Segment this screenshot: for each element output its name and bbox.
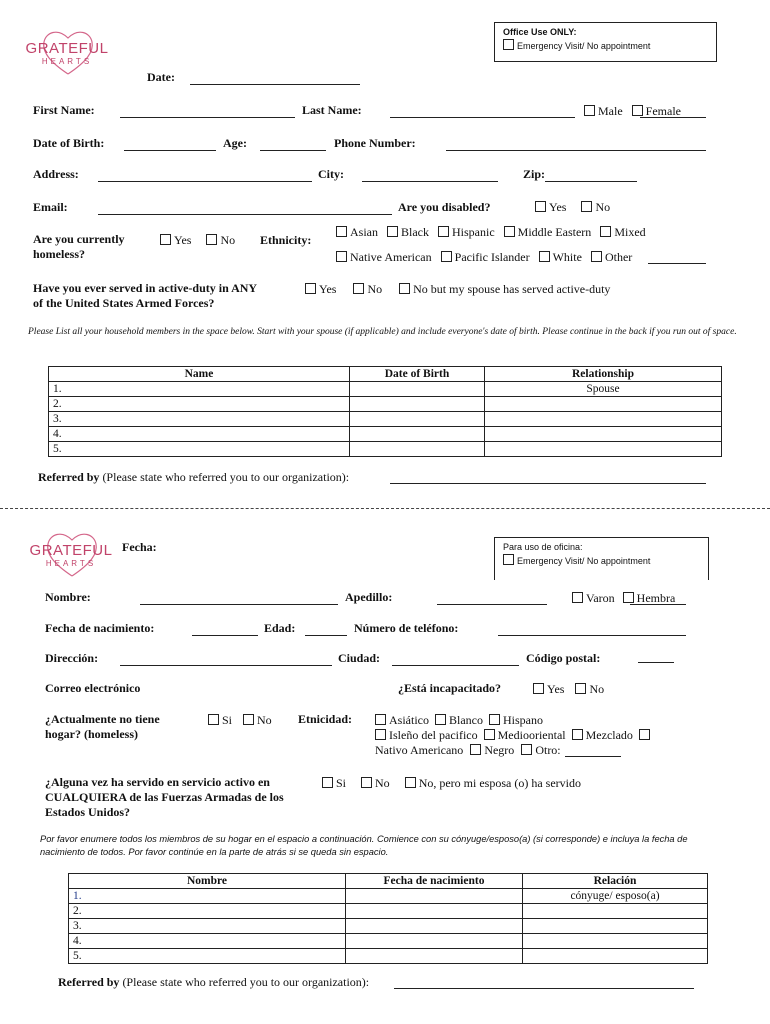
row-number[interactable]: 5. [49,442,350,457]
relationship-cell[interactable] [485,442,722,457]
dob-cell[interactable] [350,412,485,427]
direccion-label: Dirección: [45,651,99,665]
etn-otro-checkbox[interactable] [521,744,532,755]
logo-subtext: HEARTS [41,57,93,66]
col-relacion-header: Relación [523,874,708,889]
female-checkbox[interactable] [632,105,643,116]
etn-hispano-label: Hispano [503,713,543,727]
city-field[interactable] [362,181,498,182]
male-label: Male [598,104,623,118]
etn-blanco-label: Blanco [449,713,483,727]
eth-other-label: Other [604,250,633,264]
email-label: Email: [33,200,68,214]
codigo-postal-label: Código postal: [526,651,601,665]
etn-negro-checkbox[interactable] [470,744,481,755]
row-number[interactable]: 5. [69,949,346,964]
gender-underline [640,117,706,118]
dob-cell[interactable] [350,442,485,457]
row-number[interactable]: 2. [69,904,346,919]
office-use-box-es [494,537,709,580]
logo-text: GRATEFUL [25,40,109,57]
table-row [69,919,708,934]
spouse-served-label: No but my spouse has served active-duty [413,282,611,296]
emergency-label-es: Emergency Visit/ No appointment [517,556,651,566]
table-row [69,934,708,949]
office-use-title-es: Para uso de oficina: [503,542,583,552]
esposa-servido-checkbox[interactable] [405,777,416,788]
fecha-cell[interactable] [346,949,523,964]
eth-middle-eastern-checkbox[interactable] [504,226,515,237]
row-number[interactable]: 4. [49,427,350,442]
militar-si-checkbox[interactable] [322,777,333,788]
age-field[interactable] [260,150,326,151]
direccion-field[interactable] [120,665,332,666]
etn-medioriental-checkbox[interactable] [484,729,495,740]
sin-hogar-label-1: ¿Actualmente no tiene [45,712,160,726]
eth-white-label: White [552,250,582,264]
apellido-field[interactable] [437,604,547,605]
disabled-no-checkbox[interactable] [581,201,592,212]
table-row [49,412,722,427]
homeless-label-2: homeless? [33,247,85,261]
dob-cell[interactable] [350,427,485,442]
codigo-postal-field[interactable] [638,662,674,663]
phone-field[interactable] [446,150,706,151]
referred-by-label: Referred by [38,470,100,484]
row-number[interactable]: 3. [49,412,350,427]
spouse-served-checkbox[interactable] [399,283,410,294]
militar-label-1: ¿Alguna vez ha servido en servicio activo en [45,775,270,789]
household-instructions: Please List all your household members in the space below. Start with your spouse (if applicable) and include everyone's date of birth. Please continue in the back if you run out of space. [28,327,737,337]
etn-isleno-checkbox[interactable] [375,729,386,740]
militar-label-3: Estados Unidos? [45,805,131,819]
eth-asian-checkbox[interactable] [336,226,347,237]
logo-text: GRATEFUL [29,542,113,559]
fecha-cell[interactable] [346,904,523,919]
etn-mezclado-label: Mezclado [585,728,633,742]
table-row [49,442,722,457]
dob-cell[interactable] [350,397,485,412]
disabled-no-label: No [595,200,611,214]
telefono-label: Número de teléfono: [354,621,459,635]
table-row [69,949,708,964]
etn-isleno-label: Isleño del pacifico [389,728,478,742]
relacion-cell[interactable] [523,949,708,964]
etn-negro-label: Negro [484,743,515,757]
sin-hogar-si-label: Si [222,713,233,727]
fecha-label: Fecha: [122,540,157,554]
disabled-yes-label: Yes [549,200,567,214]
col-relationship-header: Relationship [485,367,722,382]
relacion-cell[interactable]: cónyuge/ esposo(a) [523,889,708,904]
age-label: Age: [223,136,247,150]
incapacitado-no-label: No [589,682,605,696]
homeless-no-label: No [220,233,236,247]
col-nombre-header: Nombre [69,874,346,889]
eth-other-checkbox[interactable] [591,251,602,262]
fecha-cell[interactable] [346,919,523,934]
table-row [49,427,722,442]
eth-pacific-islander-checkbox[interactable] [441,251,452,262]
ciudad-label: Ciudad: [338,651,381,665]
row-number[interactable]: 3. [69,919,346,934]
eth-mixed-label: Mixed [614,225,646,239]
sin-hogar-si-checkbox[interactable] [208,714,219,725]
edad-field[interactable] [305,635,347,636]
address-field[interactable] [98,181,312,182]
eth-hispanic-label: Hispanic [452,225,495,239]
female-label: Female [645,104,681,118]
fecha-nacimiento-field[interactable] [192,635,258,636]
male-checkbox[interactable] [584,105,595,116]
table-row [49,382,722,397]
etn-blanco-checkbox[interactable] [435,714,446,725]
fecha-cell[interactable] [346,889,523,904]
military-no-label: No [367,282,383,296]
etn-otro-field[interactable] [565,756,621,757]
nombre-field[interactable] [140,604,338,605]
zip-field[interactable] [545,181,637,182]
eth-asian-label: Asian [350,225,378,239]
city-label: City: [318,167,344,181]
homeless-yes-label: Yes [174,233,192,247]
first-name-field[interactable] [120,117,295,118]
address-label: Address: [33,167,79,181]
relacion-cell[interactable] [523,934,708,949]
row-number[interactable]: 4. [69,934,346,949]
militar-no-label: No [375,776,390,790]
esposa-servido-label: No, pero mi esposa (o) ha servido [418,776,581,790]
varon-label: Varon [586,591,615,605]
etn-hispano-checkbox[interactable] [489,714,500,725]
etn-asiatico-label: Asiático [389,713,429,727]
relationship-cell[interactable] [485,412,722,427]
phone-label: Phone Number: [334,136,416,150]
military-yes-checkbox[interactable] [305,283,316,294]
sin-hogar-no-checkbox[interactable] [243,714,254,725]
hembra-checkbox[interactable] [623,592,634,603]
eth-other-field[interactable] [648,263,706,264]
row-number[interactable]: 1. [49,382,350,397]
row-number[interactable]: 2. [49,397,350,412]
sin-hogar-no-label: No [257,713,272,727]
eth-mixed-checkbox[interactable] [600,226,611,237]
etn-mezclado-checkbox[interactable] [572,729,583,740]
eth-native-american-checkbox[interactable] [336,251,347,262]
first-name-label: First Name: [33,103,95,117]
referred-by-note: (Please state who referred you to our organization): [102,470,350,484]
email-field[interactable] [98,214,392,215]
relationship-cell[interactable] [485,397,722,412]
etn-nativo-label: Nativo Americano [375,743,464,757]
genero-underline [630,604,686,605]
eth-hispanic-checkbox[interactable] [438,226,449,237]
office-use-title: Office Use ONLY: [503,27,577,37]
table-row [69,889,708,904]
etn-asiatico-checkbox[interactable] [375,714,386,725]
homeless-label-1: Are you currently [33,232,125,246]
referido-por-label: Referred by [58,975,120,989]
col-dob-header: Date of Birth [350,367,485,382]
table-row [49,397,722,412]
fecha-nacimiento-label: Fecha de nacimiento: [45,621,155,635]
homeless-yes-checkbox[interactable] [160,234,171,245]
zip-label: Zip: [523,167,546,181]
militar-no-checkbox[interactable] [361,777,372,788]
row-number[interactable]: 1. [69,889,346,904]
table-row [69,904,708,919]
office-use-box [494,22,717,62]
ciudad-field[interactable] [392,665,519,666]
referred-by-field[interactable] [390,483,706,484]
eth-native-american-label: Native American [350,250,432,264]
etnicidad-label: Etnicidad: [298,712,353,726]
eth-pacific-islander-label: Pacific Islander [454,250,530,264]
incapacitado-label: ¿Está incapacitado? [398,681,502,695]
grateful-hearts-logo [22,26,112,78]
eth-middle-eastern-label: Middle Eastern [517,225,592,239]
military-label-1: Have you ever served in active-duty in ANY [33,281,258,295]
correo-label: Correo electrónico [45,681,141,695]
last-name-label: Last Name: [302,103,362,117]
logo-subtext: HEARTS [45,559,97,568]
eth-black-checkbox[interactable] [387,226,398,237]
homeless-no-checkbox[interactable] [206,234,217,245]
military-no-checkbox[interactable] [353,283,364,294]
military-yes-label: Yes [319,282,337,296]
etn-medioriental-label: Mediooriental [497,728,566,742]
ethnicity-label: Ethnicity: [260,233,312,247]
military-label-2: of the United States Armed Forces? [33,296,215,310]
edad-label: Edad: [264,621,296,635]
militar-label-2: CUALQUIERA de las Fuerzas Armadas de los [45,790,284,804]
incapacitado-yes-label: Yes [547,682,565,696]
col-fecha-header: Fecha de nacimiento [346,874,523,889]
household-table-es [68,873,708,964]
relacion-cell[interactable] [523,904,708,919]
etn-otro-label: Otro: [535,743,561,757]
incapacitado-no-checkbox[interactable] [575,683,586,694]
col-name-header: Name [49,367,350,382]
household-table [48,366,722,457]
fecha-cell[interactable] [346,934,523,949]
emergency-label: Emergency Visit/ No appointment [517,41,651,51]
etn-extra-checkbox[interactable] [639,729,650,740]
eth-black-label: Black [401,225,429,239]
militar-si-label: Si [336,776,347,790]
referido-por-note: (Please state who referred you to our organization): [122,975,370,989]
varon-checkbox[interactable] [572,592,583,603]
last-name-field[interactable] [390,117,575,118]
date-field[interactable] [190,84,360,85]
cut-line [0,508,770,509]
dob-field[interactable] [124,150,216,151]
sin-hogar-label-2: hogar? (homeless) [45,727,138,741]
incapacitado-yes-checkbox[interactable] [533,683,544,694]
hembra-label: Hembra [636,591,676,605]
apellido-label: Apedillo: [345,590,393,604]
date-label: Date: [147,70,175,84]
telefono-field[interactable] [498,635,686,636]
dob-label: Date of Birth: [33,136,105,150]
instrucciones-hogar: Por favor enumere todos los miembros de su hogar en el espacio a continuación. Comience con su cónyuge/esposo(a) (si corresponde) e incluya la fecha de nacimiento de todos. Por favor continúe en la parte de atrás si se queda sin espacio. [40,834,688,857]
dob-cell[interactable] [350,382,485,397]
relationship-cell[interactable]: Spouse [485,382,722,397]
eth-white-checkbox[interactable] [539,251,550,262]
disabled-label: Are you disabled? [398,200,491,214]
relacion-cell[interactable] [523,919,708,934]
relationship-cell[interactable] [485,427,722,442]
referido-por-field[interactable] [394,988,694,989]
emergency-checkbox[interactable] [503,39,514,50]
nombre-label: Nombre: [45,590,91,604]
grateful-hearts-logo-es [26,528,116,580]
disabled-yes-checkbox[interactable] [535,201,546,212]
emergency-checkbox-es[interactable] [503,554,514,565]
